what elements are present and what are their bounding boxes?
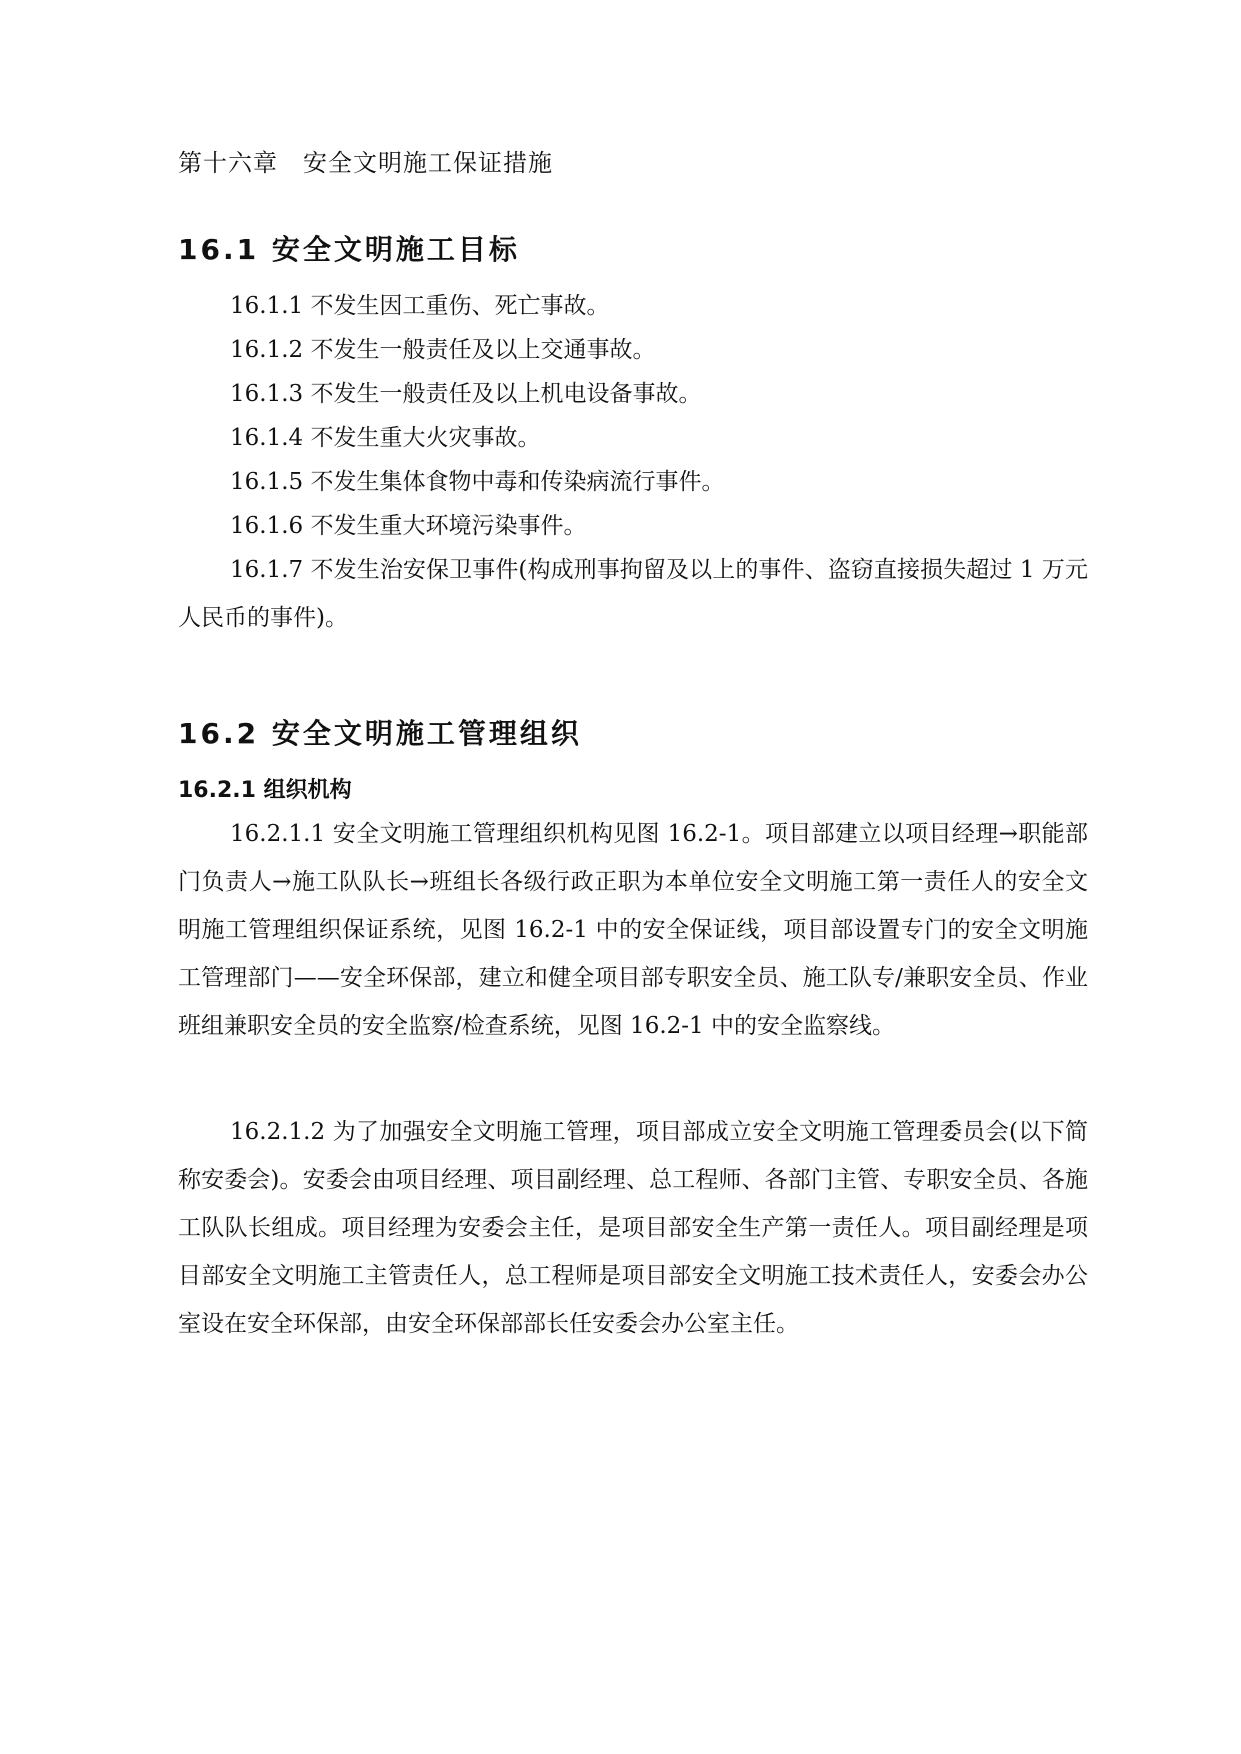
subsection-heading-16-2-1: 16.2.1 组织机构 [178, 778, 352, 803]
goal-item: 16.1.4 不发生重大火灾事故。 [230, 425, 541, 451]
body-paragraph: 16.2.1.1 安全文明施工管理组织机构见图 16.2-1。项目部建立以项目经理→职能部门负责人→施工队队长→班组长各级行政正职为本单位安全文明施工第一责任人的安全文明施工管理组织保证系统，见图 16.2-1 中的安全保证线，项目部设置专门的安全文明施工管理部门——安全环保部，建立和健全项目部专职安全员、施工队专/兼职安全员、作业班组兼职安全员的安全监察/检查系统，见图 16.2-1 中的安全监察线。 [178, 821, 1088, 1039]
goal-item: 16.1.7 不发生治安保卫事件(构成刑事拘留及以上的事件、盗窃直接损失超过 1 万元人民币的事件)。 [178, 557, 1088, 631]
goal-item: 16.1.2 不发生一般责任及以上交通事故。 [230, 337, 656, 363]
section-heading-16-1: 16.1 安全文明施工目标 [178, 233, 520, 266]
goal-item: 16.1.1 不发生因工重伤、死亡事故。 [230, 293, 610, 319]
body-paragraph: 16.2.1.2 为了加强安全文明施工管理，项目部成立安全文明施工管理委员会(以下简称安委会)。安委会由项目经理、项目副经理、总工程师、各部门主管、专职安全员、各施工队队长组成。项目经理为安委会主任，是项目部安全生产第一责任人。项目副经理是项目部安全文明施工主管责任人，总工程师是项目部安全文明施工技术责任人，安委会办公室设在安全环保部，由安全环保部部长任安委会办公室主任。 [178, 1119, 1088, 1337]
chapter-title: 第十六章 安全文明施工保证措施 [178, 149, 553, 177]
goal-item: 16.1.3 不发生一般责任及以上机电设备事故。 [230, 381, 702, 407]
goal-item: 16.1.6 不发生重大环境污染事件。 [230, 513, 587, 539]
goal-item: 16.1.5 不发生集体食物中毒和传染病流行事件。 [230, 469, 725, 495]
section-heading-16-2: 16.2 安全文明施工管理组织 [178, 717, 582, 750]
